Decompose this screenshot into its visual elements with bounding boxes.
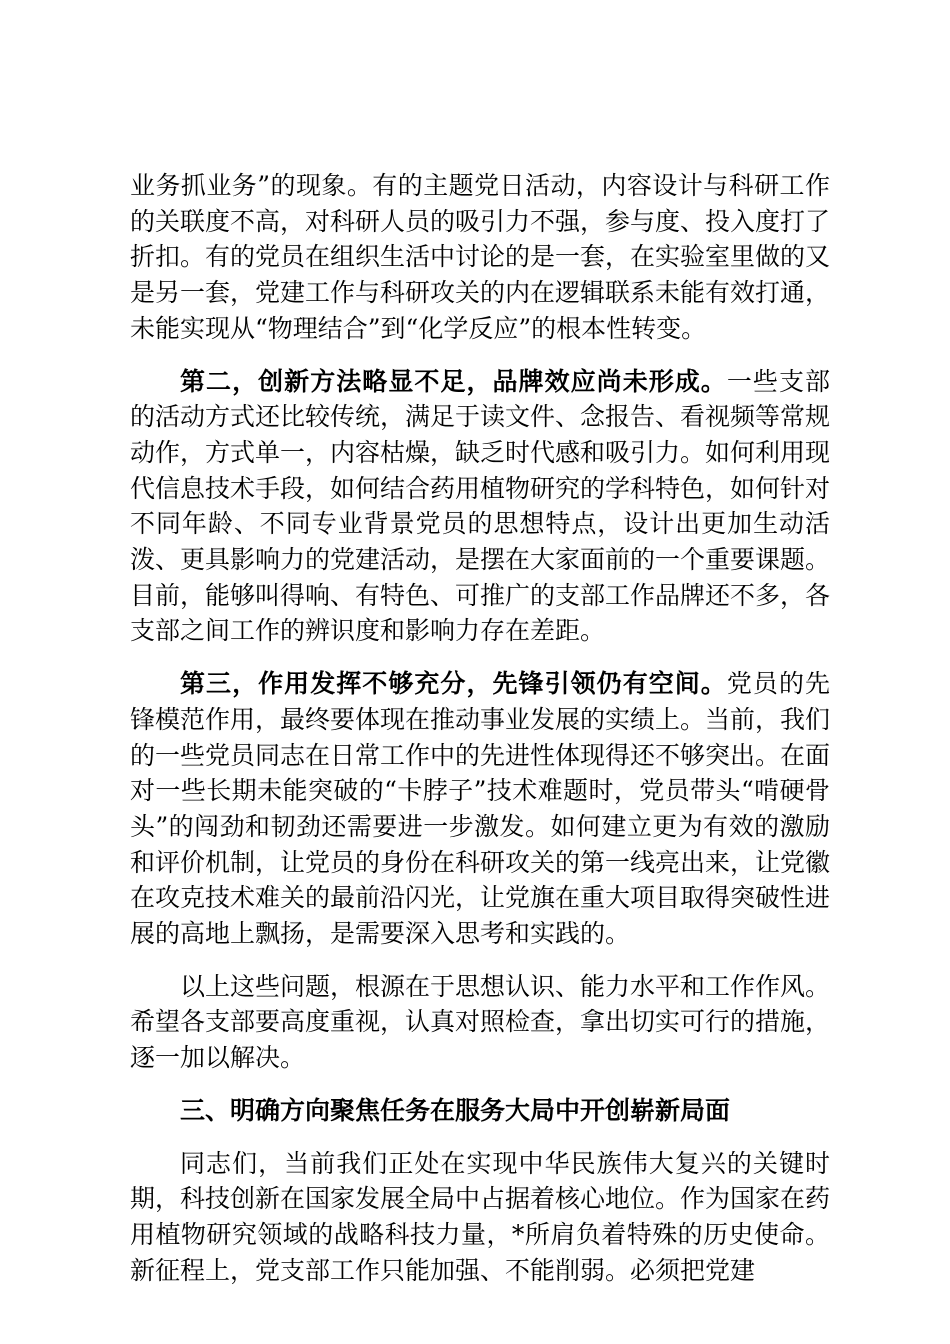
paragraph-continuation <box>130 168 830 347</box>
paragraph-summary <box>130 969 830 1076</box>
paragraph-text: 同志们，当前我们正处在实现中华民族伟大复兴的关键时期，科技创新在国家发展全局中占据着核心地位。作为国家在药用植物研究领域的战略科技力量，*所肩负着特殊的历史使命。新征程上，党支部工作只能加强、不能削弱。必须把党建 <box>130 1148 831 1285</box>
paragraph-text: 党员的先锋模范作用，最终要体现在推动事业发展的实绩上。当前，我们的一些党员同志在日常工作中的先进性体现得还不够突出。在面对一些长期未能突破的“卡脖子”技术难题时，党员带头“啃硬骨头”的闯劲和韧劲还需要进一步激发。如何建立更为有效的激励和评价机制，让党员的身份在科研攻关的第一线亮出来，让党徽在攻克技术难关的最前沿闪光，让党旗在重大项目取得突破性进展的高地上飘扬，是需要深入思考和实践的。 <box>130 669 831 949</box>
paragraph-text: 以上这些问题，根源在于思想认识、能力水平和工作作风。希望各支部要高度重视，认真对照检查，拿出切实可行的措施，逐一加以解决。 <box>130 971 831 1073</box>
section-heading: 三、明确方向聚焦任务在服务大局中开创崭新局面 <box>180 1095 731 1125</box>
document-page <box>130 168 830 1288</box>
paragraph-third-point <box>130 666 830 952</box>
paragraph-text: 业务抓业务”的现象。有的主题党日活动，内容设计与科研工作的关联度不高，对科研人员的吸引力不强，参与度、投入度打了折扣。有的党员在组织生活中讨论的是一套，在实验室里做的又是另一套，党建工作与科研攻关的内在逻辑联系未能有效打通，未能实现从“物理结合”到“化学反应”的根本性转变。 <box>130 171 831 343</box>
paragraph-lead-bold: 第二，创新方法略显不足，品牌效应尚未形成。 <box>180 366 727 396</box>
paragraph-lead-bold: 第三，作用发挥不够充分，先锋引领仍有空间。 <box>180 669 727 699</box>
paragraph-text: 一些支部的活动方式还比较传统，满足于读文件、念报告、看视频等常规动作，方式单一，内容枯燥，缺乏时代感和吸引力。如何利用现代信息技术手段，如何结合药用植物研究的学科特色，如何针对不同年龄、不同专业背景党员的思想特点，设计出更加生动活泼、更具影响力的党建活动，是摆在大家面前的一个重要课题。目前，能够叫得响、有特色、可推广的支部工作品牌还不多，各支部之间工作的辨识度和影响力存在差距。 <box>130 366 831 646</box>
paragraph-second-point <box>130 364 830 650</box>
paragraph-final <box>130 1146 830 1289</box>
